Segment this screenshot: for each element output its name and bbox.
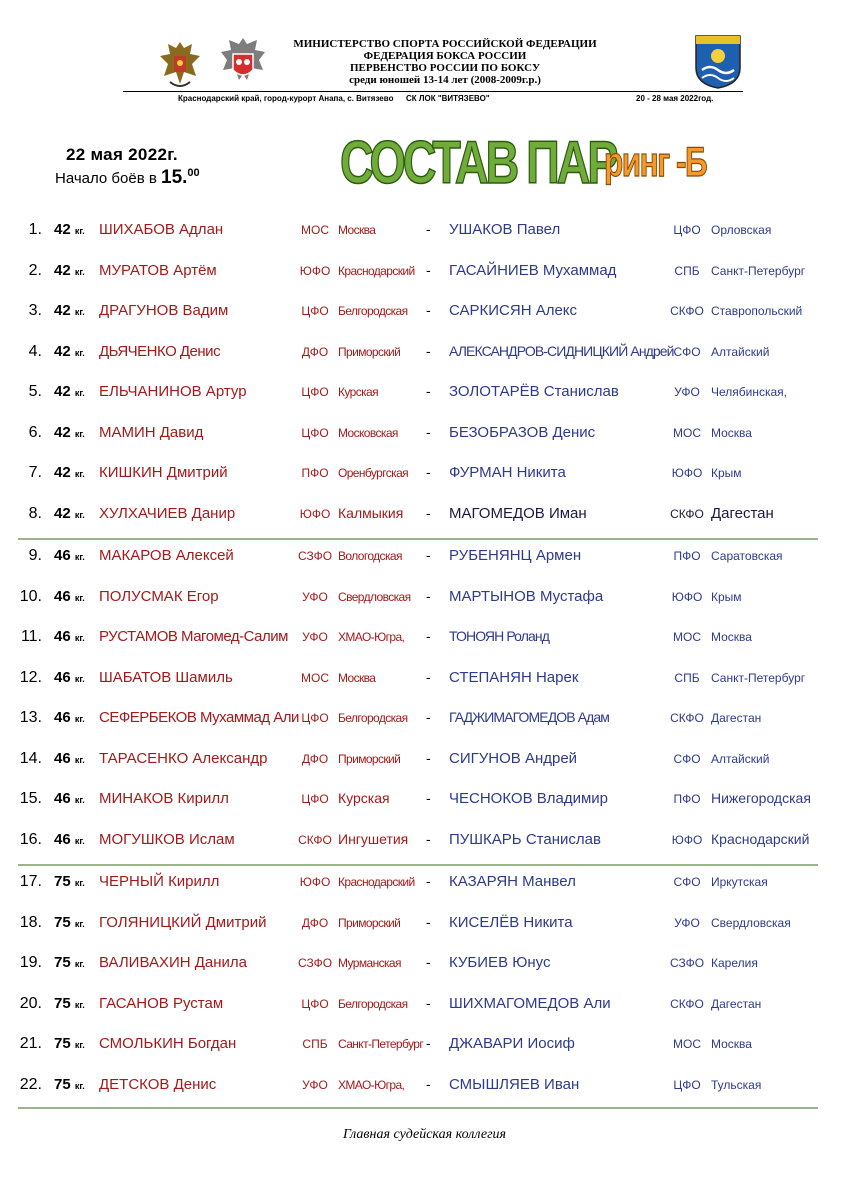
weight-unit: кг.: [74, 633, 85, 643]
blue-corner-region: Алтайский: [711, 751, 770, 766]
weight-unit: кг.: [74, 428, 85, 439]
anapa-coat-of-arms-icon: [694, 34, 742, 90]
pair-number: 3.: [28, 302, 42, 319]
red-corner-name: ШАБАТОВ Шамиль: [99, 668, 233, 686]
pair-row: [0, 943, 849, 983]
pair-dash: -: [426, 749, 431, 766]
red-corner-district: ДФО: [301, 915, 329, 930]
org-line-category: среди юношей 13-14 лет (2008-2009г.р.): [349, 74, 541, 86]
pair-dash: -: [426, 383, 431, 399]
red-corner-region: Белгородская: [338, 711, 408, 725]
red-corner-region: Мурманская: [338, 956, 401, 970]
red-corner-district: ЦФО: [301, 996, 329, 1011]
red-corner-name: КИШКИН Дмитрий: [99, 464, 228, 481]
pair-dash: -: [426, 547, 431, 563]
weight-unit: кг.: [74, 878, 85, 888]
pair-number: 10.: [19, 587, 42, 605]
blue-corner-region: Ставропольский: [711, 304, 803, 318]
red-corner-name: ЕЛЬЧАНИНОВ Артур: [99, 383, 247, 400]
blue-corner-district: ЦФО: [673, 1077, 701, 1092]
red-corner-region: Москва: [338, 223, 376, 237]
weight-value: 75: [54, 1075, 71, 1093]
blue-corner-region: Дагестан: [711, 504, 774, 522]
blue-corner-name: КУБИЕВ Юнус: [449, 954, 551, 971]
pair-dash: -: [426, 994, 431, 1011]
weight-value: 42: [54, 221, 71, 238]
weight-value: 42: [54, 423, 71, 441]
document-header: [0, 0, 849, 110]
ring-label: ринг -Б: [604, 138, 707, 185]
weight-value: 46: [54, 587, 71, 605]
blue-corner-region: Алтайский: [711, 344, 770, 359]
pair-dash: -: [426, 423, 431, 440]
red-corner-name: ДЬЯЧЕНКО Денис: [99, 342, 221, 360]
red-corner-name: ДРАГУНОВ Вадим: [99, 302, 229, 319]
weight-unit: кг.: [74, 999, 85, 1010]
blue-corner-district: СПБ: [674, 263, 700, 278]
red-corner-region: Санкт-Петербург: [338, 1037, 424, 1051]
pair-row: [0, 494, 849, 534]
pair-number: 2.: [28, 261, 42, 279]
pair-dash: -: [426, 464, 431, 480]
bout-date: 22 мая 2022г.: [66, 145, 178, 164]
weight-unit: кг.: [74, 1040, 85, 1050]
blue-corner-name: ТОНОЯН Роланд: [449, 628, 549, 644]
pair-number: 4.: [28, 342, 42, 360]
page-title: СОСТАВ ПАР: [340, 129, 616, 196]
red-corner-district: ДФО: [301, 344, 329, 359]
blue-corner-region: Дагестан: [711, 996, 762, 1011]
blue-corner-region: Карелия: [711, 956, 758, 970]
blue-corner-district: УФО: [674, 385, 700, 399]
blue-corner-district: СКФО: [670, 996, 704, 1011]
blue-corner-region: Тульская: [711, 1077, 762, 1092]
blue-corner-name: СИГУНОВ Андрей: [449, 749, 578, 767]
weight-class: [54, 547, 85, 564]
blue-corner-name: КАЗАРЯН Манвел: [449, 873, 576, 890]
pair-number: 18.: [19, 913, 42, 931]
pair-row: [0, 820, 849, 860]
pair-number: 17.: [19, 873, 42, 890]
pair-row: [0, 1024, 849, 1064]
blue-corner-district: ЮФО: [671, 466, 703, 480]
red-corner-name: ШИХАБОВ Адлан: [99, 221, 224, 238]
blue-corner-district: СФО: [673, 344, 701, 359]
pair-dash: -: [426, 913, 431, 930]
blue-corner-region: Краснодарский: [711, 830, 810, 847]
pair-dash: -: [426, 261, 431, 278]
blue-corner-district: СКФО: [670, 711, 704, 725]
weight-unit: кг.: [74, 795, 85, 805]
blue-corner-name: ФУРМАН Никита: [449, 464, 566, 481]
red-corner-region: Курская: [338, 385, 379, 399]
pair-number: 20.: [19, 994, 42, 1012]
weight-value: 42: [54, 302, 71, 319]
blue-corner-district: СКФО: [670, 506, 704, 521]
start-time: [55, 167, 200, 189]
red-corner-district: ЦФО: [301, 711, 329, 725]
blue-corner-name: ЗОЛОТАРЁВ Станислав: [449, 383, 619, 400]
blue-corner-district: ЦФО: [673, 223, 701, 237]
ministry-emblem-icon: [156, 38, 204, 90]
weight-unit: кг.: [74, 673, 85, 684]
pair-dash: -: [426, 830, 431, 847]
pair-dash: -: [426, 790, 431, 806]
pair-number: 16.: [19, 830, 42, 848]
event-venue: СК ЛОК "ВИТЯЗЕВО": [406, 94, 490, 103]
pair-dash: -: [426, 1075, 431, 1092]
red-corner-region: Приморский: [338, 751, 401, 766]
weight-class: [54, 1076, 85, 1093]
blue-corner-district: ПФО: [673, 792, 701, 806]
pair-number: 5.: [28, 383, 42, 400]
red-corner-district: ЮФО: [299, 263, 331, 278]
org-line-championship: ПЕРВЕНСТВО РОССИИ ПО БОКСУ: [349, 62, 541, 74]
weight-class: [54, 628, 85, 645]
weight-class: [54, 954, 85, 971]
blue-corner-name: САРКИСЯН Алекс: [449, 302, 578, 319]
red-corner-region: ХМАО-Югра,: [338, 630, 405, 644]
red-corner-region: Курская: [338, 790, 390, 806]
pair-dash: -: [426, 342, 431, 359]
pair-number: 15.: [19, 790, 42, 807]
red-corner-district: ЮФО: [299, 506, 331, 521]
weight-unit: кг.: [74, 469, 85, 479]
weight-unit: кг.: [74, 918, 85, 929]
pair-dash: -: [426, 587, 431, 604]
blue-corner-name: БЕЗОБРАЗОВ Денис: [449, 423, 596, 441]
pair-row: [0, 739, 849, 779]
red-corner-name: ЧЕРНЫЙ Кирилл: [99, 873, 220, 890]
blue-corner-region: Челябинская,: [711, 385, 787, 399]
red-corner-region: Вологодская: [338, 549, 402, 563]
red-corner-region: Белгородская: [338, 996, 408, 1011]
red-corner-name: ТАРАСЕНКО Александр: [99, 749, 268, 767]
footer-signature: Главная судейская коллегия: [342, 1127, 507, 1142]
org-line-federation: ФЕДЕРАЦИЯ БОКСА РОССИИ: [363, 50, 527, 62]
weight-class: [54, 383, 85, 400]
red-corner-name: МАКАРОВ Алексей: [99, 547, 234, 564]
weight-class: [54, 302, 85, 319]
blue-corner-region: Москва: [711, 425, 752, 440]
red-corner-district: ПФО: [301, 466, 329, 480]
table-bottom-separator: [18, 1107, 818, 1109]
pair-number: 22.: [19, 1075, 42, 1093]
weight-class: [54, 914, 85, 931]
organizer-block: [275, 38, 615, 86]
pair-number: 21.: [19, 1035, 42, 1052]
red-corner-region: Оренбургская: [338, 466, 409, 480]
red-corner-district: УФО: [302, 1077, 328, 1092]
red-corner-region: Краснодарский: [338, 263, 415, 278]
pair-number: 12.: [19, 668, 42, 686]
blue-corner-district: ЮФО: [671, 589, 703, 604]
blue-corner-region: Орловская: [711, 223, 772, 237]
red-corner-region: Калмыкия: [338, 504, 404, 521]
start-hour: 15.: [161, 167, 188, 188]
pair-row: [0, 779, 849, 819]
pair-dash: -: [426, 221, 431, 237]
red-corner-name: ВАЛИВАХИН Данила: [99, 954, 248, 971]
weight-class: [54, 464, 85, 481]
weight-value: 46: [54, 790, 71, 807]
pair-dash: -: [426, 668, 431, 685]
blue-corner-district: МОС: [673, 425, 701, 440]
red-corner-region: Свердловская: [338, 589, 411, 604]
blue-corner-region: Свердловская: [711, 915, 791, 930]
pair-row: [0, 413, 849, 453]
weight-value: 42: [54, 464, 71, 481]
weight-unit: кг.: [74, 1080, 85, 1091]
blue-corner-region: Дагестан: [711, 711, 762, 725]
blue-corner-region: Москва: [711, 630, 752, 644]
weight-value: 42: [54, 342, 71, 360]
weight-value: 46: [54, 749, 71, 767]
red-corner-district: ЮФО: [299, 875, 331, 889]
blue-corner-region: Крым: [711, 466, 742, 480]
pair-number: 1.: [28, 221, 42, 238]
weight-unit: кг.: [74, 388, 85, 398]
weight-value: 75: [54, 873, 71, 890]
weight-unit: кг.: [74, 509, 85, 520]
weight-unit: кг.: [74, 347, 85, 358]
weight-class: [54, 995, 85, 1012]
pair-row: [0, 903, 849, 943]
blue-corner-name: ПУШКАРЬ Станислав: [449, 830, 601, 848]
weight-value: 75: [54, 994, 71, 1012]
weight-value: 75: [54, 913, 71, 931]
pair-row: [0, 210, 849, 250]
blue-corner-district: СФО: [673, 875, 701, 889]
pair-dash: -: [426, 873, 431, 889]
weight-value: 46: [54, 547, 71, 564]
weight-value: 46: [54, 709, 71, 726]
weight-unit: кг.: [74, 835, 85, 846]
red-corner-name: МУРАТОВ Артём: [99, 261, 217, 279]
red-corner-name: ДЕТСКОВ Денис: [99, 1075, 217, 1093]
pair-row: [0, 862, 849, 902]
pair-number: 19.: [19, 954, 42, 971]
red-corner-district: ЦФО: [301, 792, 329, 806]
red-corner-name: МАМИН Давид: [99, 423, 204, 441]
weight-unit: кг.: [74, 307, 85, 317]
weight-value: 42: [54, 383, 71, 400]
red-corner-district: ДФО: [301, 751, 329, 766]
weight-class: [54, 505, 85, 522]
pair-number: 6.: [28, 423, 42, 441]
red-corner-region: Ингушетия: [338, 830, 409, 847]
weight-value: 46: [54, 830, 71, 848]
org-line-ministry: МИНИСТЕРСТВО СПОРТА РОССИЙСКОЙ ФЕДЕРАЦИИ: [293, 38, 597, 50]
pair-row: [0, 536, 849, 576]
red-corner-district: СПБ: [302, 1037, 328, 1051]
pair-number: 7.: [28, 464, 42, 481]
weight-class: [54, 1035, 85, 1052]
pair-row: [0, 658, 849, 698]
pair-row: [0, 577, 849, 617]
red-corner-district: УФО: [302, 589, 328, 604]
red-corner-region: ХМАО-Югра,: [338, 1077, 405, 1092]
weight-class: [54, 221, 85, 238]
weight-value: 46: [54, 668, 71, 686]
blue-corner-district: ПФО: [673, 549, 701, 563]
pair-row: [0, 372, 849, 412]
pair-number: 11.: [20, 628, 42, 645]
pair-dash: -: [426, 628, 431, 644]
pair-number: 13.: [19, 709, 42, 726]
weight-unit: кг.: [74, 266, 85, 277]
start-label: Начало боёв в: [55, 170, 157, 187]
blue-corner-name: ГАСАЙНИЕВ Мухаммад: [449, 261, 617, 279]
blue-corner-region: Санкт-Петербург: [711, 670, 806, 685]
blue-corner-district: УФО: [674, 915, 700, 930]
weight-class: [54, 790, 85, 807]
weight-unit: кг.: [74, 959, 85, 969]
blue-corner-district: МОС: [673, 1037, 701, 1051]
red-corner-name: СЕФЕРБЕКОВ Мухаммад Али: [99, 709, 299, 726]
weight-value: 46: [54, 628, 71, 645]
blue-corner-name: АЛЕКСАНДРОВ-СИДНИЦКИЙ Андрей: [449, 342, 674, 359]
red-corner-district: ЦФО: [301, 304, 329, 318]
blue-corner-region: Крым: [711, 589, 742, 604]
blue-corner-region: Москва: [711, 1037, 752, 1051]
pair-dash: -: [426, 504, 431, 521]
pair-number: 14.: [19, 749, 42, 767]
pair-row: [0, 1065, 849, 1105]
blue-corner-name: МАГОМЕДОВ Иман: [449, 504, 587, 522]
red-corner-district: МОС: [301, 223, 329, 237]
red-corner-district: МОС: [301, 670, 329, 685]
weight-unit: кг.: [74, 226, 85, 236]
blue-corner-name: СМЫШЛЯЕВ Иван: [449, 1075, 580, 1093]
blue-corner-name: РУБЕНЯНЦ Армен: [449, 547, 582, 564]
red-corner-name: МОГУШКОВ Ислам: [99, 830, 235, 848]
blue-corner-name: ГАДЖИМАГОМЕДОВ Адам: [449, 709, 610, 725]
red-corner-name: МИНАКОВ Кирилл: [99, 790, 229, 807]
pair-dash: -: [426, 1035, 431, 1051]
header-divider: [123, 91, 743, 92]
blue-corner-name: ЧЕСНОКОВ Владимир: [449, 790, 609, 807]
pair-number: 8.: [28, 504, 42, 522]
blue-corner-district: ЮФО: [671, 832, 703, 847]
red-corner-region: Белгородская: [338, 304, 408, 318]
blue-corner-name: УШАКОВ Павел: [449, 221, 561, 238]
blue-corner-region: Саратовская: [711, 549, 783, 563]
pair-row: [0, 332, 849, 372]
red-corner-district: УФО: [302, 630, 328, 644]
pair-row: [0, 291, 849, 331]
pair-dash: -: [426, 709, 431, 725]
pair-row: [0, 251, 849, 291]
red-corner-name: ГАСАНОВ Рустам: [99, 994, 224, 1012]
weight-unit: кг.: [74, 552, 85, 562]
red-corner-district: СЗФО: [297, 549, 333, 563]
red-corner-region: Приморский: [338, 915, 401, 930]
blue-corner-region: Санкт-Петербург: [711, 263, 806, 278]
weight-value: 42: [54, 261, 71, 279]
weight-value: 75: [54, 1035, 71, 1052]
blue-corner-district: СКФО: [670, 304, 704, 318]
weight-class: [54, 343, 85, 360]
blue-corner-name: СТЕПАНЯН Нарек: [449, 668, 579, 686]
pair-number: 9.: [28, 547, 42, 564]
pair-dash: -: [426, 954, 431, 970]
blue-corner-name: ШИХМАГОМЕДОВ Али: [449, 994, 611, 1012]
red-corner-name: ГОЛЯНИЦКИЙ Дмитрий: [99, 913, 267, 931]
blue-corner-region: Иркутская: [711, 875, 768, 889]
start-minutes: 00: [187, 167, 200, 179]
red-corner-region: Приморский: [338, 344, 401, 359]
boxing-federation-emblem-icon: [217, 36, 269, 90]
blue-corner-district: СФО: [673, 751, 701, 766]
blue-corner-district: МОС: [673, 630, 701, 644]
red-corner-name: РУСТАМОВ Магомед-Салим: [99, 628, 288, 645]
weight-class: [54, 709, 85, 726]
weight-unit: кг.: [74, 592, 85, 603]
weight-value: 42: [54, 504, 71, 522]
weight-class: [54, 669, 85, 686]
weight-unit: кг.: [74, 714, 85, 724]
weight-class: [54, 588, 85, 605]
weight-class: [54, 424, 85, 441]
blue-corner-name: ДЖАВАРИ Иосиф: [449, 1035, 575, 1052]
red-corner-district: СКФО: [298, 832, 332, 847]
blue-corner-name: КИСЕЛЁВ Никита: [449, 913, 573, 931]
pair-row: [0, 984, 849, 1024]
red-corner-region: Московская: [338, 425, 398, 440]
red-corner-district: СЗФО: [297, 956, 333, 970]
pair-row: [0, 617, 849, 657]
weight-class: [54, 262, 85, 279]
weight-class: [54, 831, 85, 848]
red-corner-name: ХУЛХАЧИЕВ Данир: [99, 504, 236, 522]
weight-unit: кг.: [74, 754, 85, 765]
red-corner-name: ПОЛУСМАК Егор: [99, 587, 219, 605]
weight-class: [54, 873, 85, 890]
red-corner-district: ЦФО: [301, 385, 329, 399]
red-corner-region: Москва: [338, 670, 376, 685]
red-corner-district: ЦФО: [301, 425, 329, 440]
weight-value: 75: [54, 954, 71, 971]
pair-row: [0, 698, 849, 738]
weight-class: [54, 750, 85, 767]
event-dates: 20 - 28 мая 2022год.: [636, 94, 714, 103]
pair-row: [0, 453, 849, 493]
red-corner-region: Краснодарский: [338, 875, 415, 889]
blue-corner-name: МАРТЫНОВ Мустафа: [449, 587, 604, 605]
pair-dash: -: [426, 302, 431, 318]
red-corner-name: СМОЛЬКИН Богдан: [99, 1035, 237, 1052]
blue-corner-district: СЗФО: [669, 956, 705, 970]
blue-corner-district: СПБ: [674, 670, 700, 685]
event-location: Краснодарский край, город-курорт Анапа, с. Витязево: [178, 94, 394, 103]
blue-corner-region: Нижегородская: [711, 790, 811, 806]
